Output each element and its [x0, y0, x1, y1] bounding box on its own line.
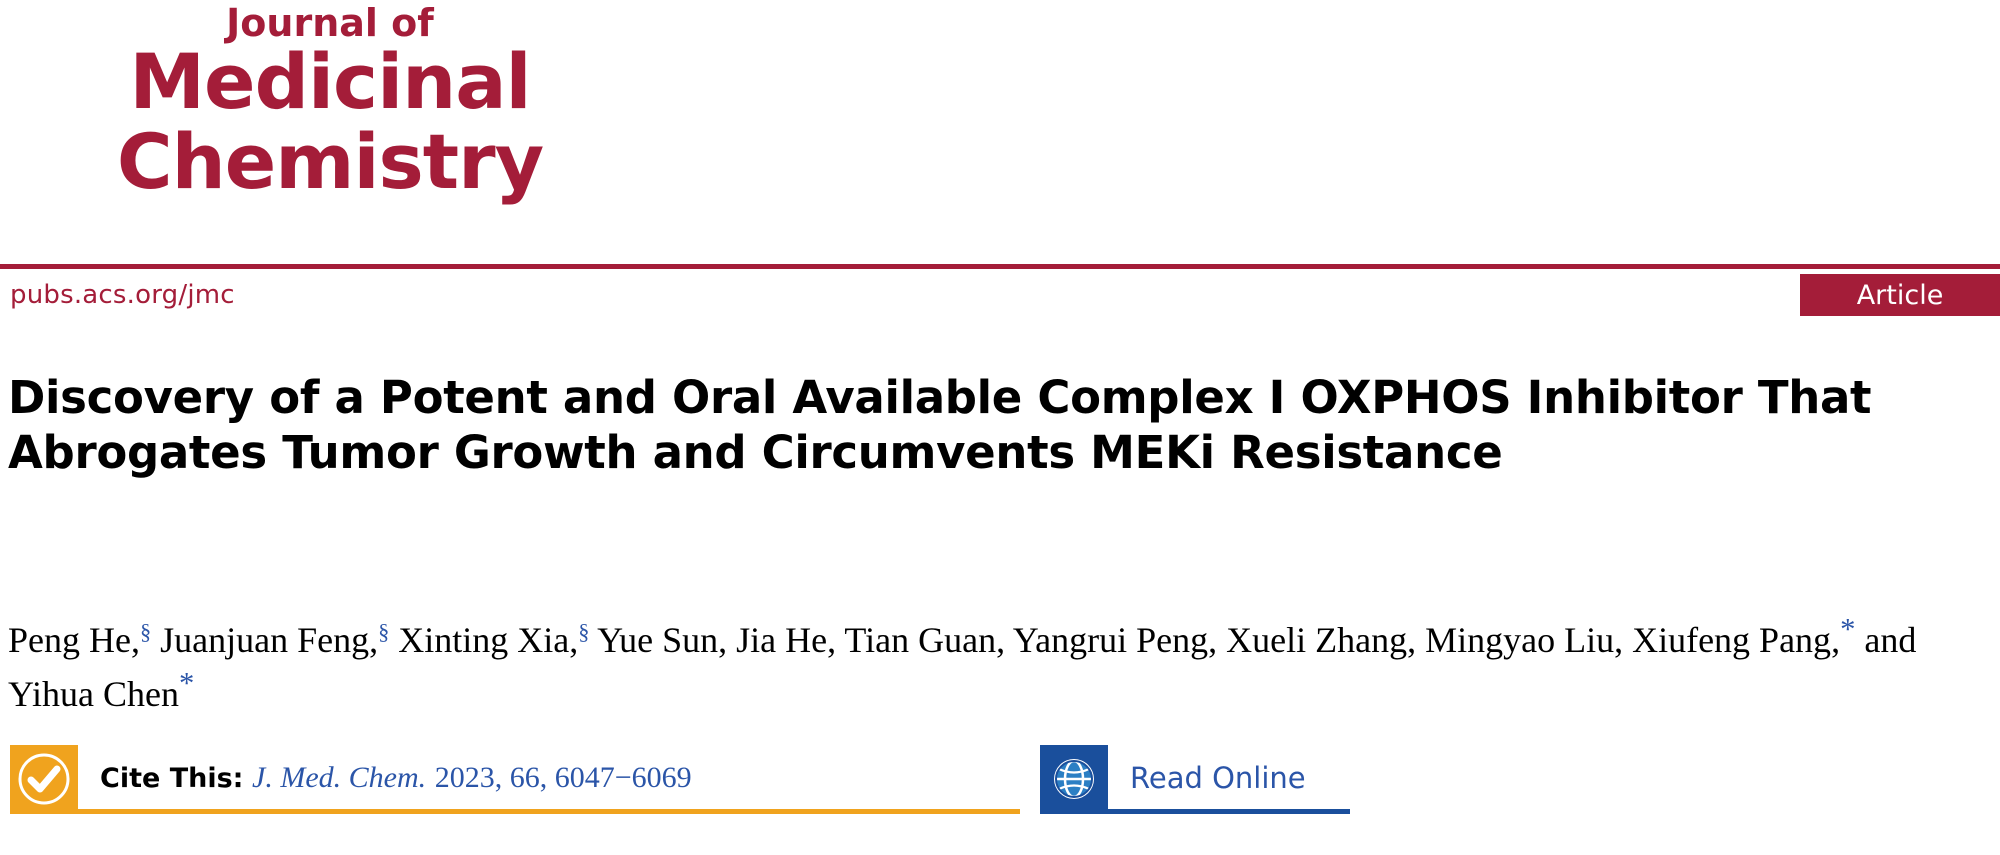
check-circle-icon: [10, 745, 78, 813]
author-footnote-marker: §: [578, 619, 590, 644]
author-name: Jia He: [736, 620, 828, 660]
cite-this-label: Cite This:: [100, 763, 244, 794]
author-list: Peng He,§ Juanjuan Feng,§ Xinting Xia,§ Yue Sun, Jia He, Tian Guan, Yangrui Peng, Xueli Zhang, Mingyao Liu, Xiufeng Pang,* and Yihua Chen*: [8, 612, 1917, 714]
author-conjunction: and: [1864, 620, 1917, 660]
read-online-underline: [1040, 809, 1350, 814]
cite-this-text: [100, 761, 692, 795]
author-name: Juanjuan Feng: [160, 620, 370, 660]
author-name: Yangrui Peng: [1012, 620, 1209, 660]
cite-citation: 2023, 66, 6047−6069: [434, 761, 692, 794]
author-name: Yihua Chen: [8, 673, 179, 714]
logo-line-medicinal: Medicinal: [129, 37, 531, 126]
journal-url-link[interactable]: pubs.acs.org/jmc: [10, 280, 235, 310]
author-name: Xueli Zhang: [1226, 620, 1408, 660]
cite-journal-abbrev: J. Med. Chem.: [252, 761, 427, 794]
journal-logo: [100, 0, 560, 206]
author-name: Tian Guan: [844, 620, 997, 660]
globe-icon: [1040, 745, 1108, 813]
author-name: Xiufeng Pang: [1632, 620, 1832, 660]
article-type-badge: Article: [1800, 274, 2000, 316]
brand-divider: [0, 264, 2000, 269]
logo-line-journal-of: Journal of: [226, 1, 434, 45]
read-online-label[interactable]: Read Online: [1130, 761, 1306, 795]
corresponding-author-marker: *: [178, 665, 195, 700]
author-name: Mingyao Liu: [1425, 620, 1615, 660]
cite-underline: [10, 809, 1020, 814]
logo-line-chemistry: Chemistry: [116, 117, 544, 206]
journal-masthead: [0, 0, 2000, 268]
author-footnote-marker: §: [378, 619, 390, 644]
cite-this-bar[interactable]: [10, 745, 1010, 813]
corresponding-author-marker: *: [1840, 612, 1856, 646]
page-title: Discovery of a Potent and Oral Available Complex I OXPHOS Inhibitor That Abrogates Tumor Growth and Circumvents MEKi Resistance: [8, 371, 1872, 480]
author-name: Xinting Xia: [398, 620, 570, 660]
author-footnote-marker: §: [139, 619, 152, 644]
author-name: Yue Sun: [597, 620, 719, 660]
read-online-block[interactable]: [1040, 745, 1400, 813]
author-name: Peng He: [8, 620, 131, 660]
